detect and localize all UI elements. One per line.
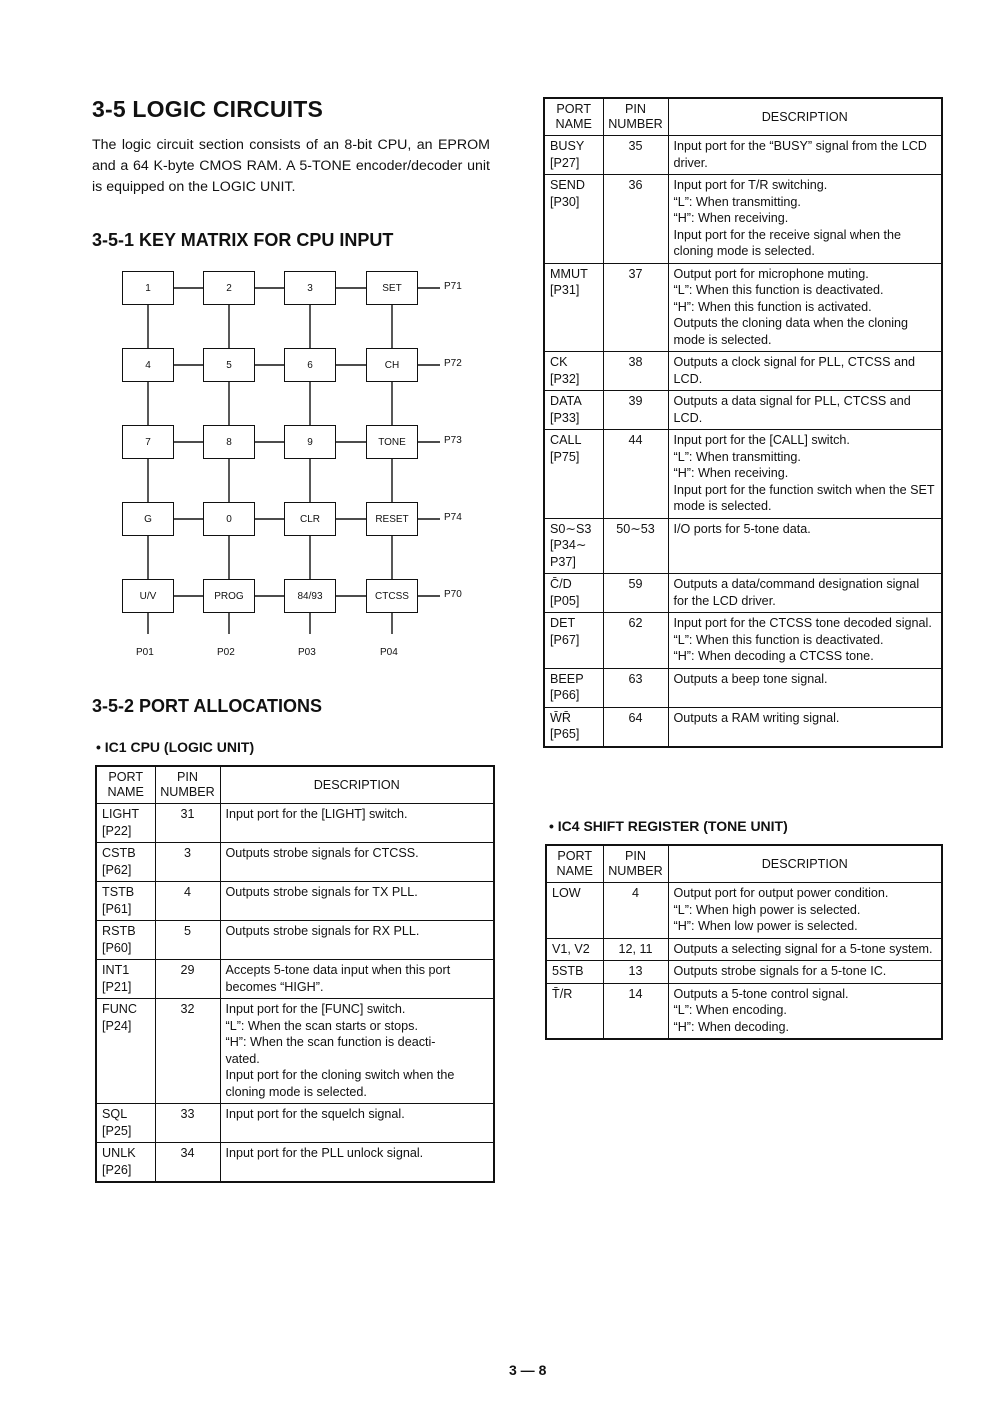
port-name-cell: CALL [P75]	[544, 430, 603, 519]
pin-number-cell: 3	[155, 843, 220, 882]
row-port-label: P73	[444, 435, 462, 446]
column-port-label: P02	[217, 647, 235, 658]
table-row	[96, 999, 494, 1104]
row-port-label: P74	[444, 512, 462, 523]
header-pin-number: PIN NUMBER	[603, 845, 668, 883]
port-name-cell: CSTB [P62]	[96, 843, 155, 882]
key-matrix-title: 3-5-1 KEY MATRIX FOR CPU INPUT	[92, 230, 394, 250]
key-box: 1	[122, 271, 174, 305]
description-cell: Accepts 5-tone data input when this port becomes “HIGH”.	[220, 960, 494, 999]
key-box: 2	[203, 271, 255, 305]
description-cell: Input port for the “BUSY” signal from the LCD driver.	[668, 136, 942, 175]
description-cell: Outputs a RAM writing signal.	[668, 707, 942, 747]
pin-number-cell: 12, 11	[603, 938, 668, 961]
ic1-port-table-right	[543, 97, 943, 748]
pin-number-cell: 59	[603, 574, 668, 613]
header-port-name: PORT NAME	[546, 845, 603, 883]
key-box: G	[122, 502, 174, 536]
row-port-label: P71	[444, 281, 462, 292]
port-name-cell: CK [P32]	[544, 352, 603, 391]
column-port-label: P01	[136, 647, 154, 658]
pin-number-cell: 50∼53	[603, 518, 668, 574]
port-name-cell: UNLK [P26]	[96, 1143, 155, 1183]
header-description: DESCRIPTION	[668, 845, 942, 883]
description-cell: Output port for output power condition. “L”: When high power is selected. “H”: When low power is selected.	[668, 883, 942, 939]
description-cell: Input port for the PLL unlock signal.	[220, 1143, 494, 1183]
pin-number-cell: 31	[155, 804, 220, 843]
ic4-port-table	[545, 844, 943, 1040]
key-box: SET	[366, 271, 418, 305]
table-row	[96, 960, 494, 999]
pin-number-cell: 32	[155, 999, 220, 1104]
port-name-cell: LOW	[546, 883, 603, 939]
key-box: TONE	[366, 425, 418, 459]
header-description: DESCRIPTION	[220, 766, 494, 804]
port-name-cell: S0∼S3 [P34∼ P37]	[544, 518, 603, 574]
description-cell: Outputs strobe signals for TX PLL.	[220, 882, 494, 921]
description-cell: I/O ports for 5-tone data.	[668, 518, 942, 574]
port-name-cell: W̄R̄ [P65]	[544, 707, 603, 747]
header-pin-number: PIN NUMBER	[603, 98, 668, 136]
table-row	[544, 518, 942, 574]
key-box: 5	[203, 348, 255, 382]
pin-number-cell: 29	[155, 960, 220, 999]
description-cell: Input port for the [LIGHT] switch.	[220, 804, 494, 843]
section-intro: The logic circuit section consists of an 8-bit CPU, an EPROM and a 64 K-byte CMOS RAM. A 5-TONE encoder/decoder unit is equipped on the LOGIC UNIT.	[92, 137, 490, 195]
key-box: RESET	[366, 502, 418, 536]
description-cell: Input port for the CTCSS tone decoded signal. “L”: When this function is deactivated. “H”: When decoding a CTCSS tone.	[668, 613, 942, 669]
port-name-cell: INT1 [P21]	[96, 960, 155, 999]
table-header	[546, 845, 942, 883]
description-cell: Input port for the squelch signal.	[220, 1104, 494, 1143]
description-cell: Outputs a selecting signal for a 5-tone system.	[668, 938, 942, 961]
ic4-title: • IC4 SHIFT REGISTER (TONE UNIT)	[549, 818, 788, 834]
description-cell: Output port for microphone muting. “L”: When this function is deactivated. “H”: When this function is activated. Outputs the cloning data when the cloning mode is selected.	[668, 263, 942, 352]
ic1-port-table-left	[95, 765, 495, 1183]
pin-number-cell: 37	[603, 263, 668, 352]
port-name-cell: C̄/D [P05]	[544, 574, 603, 613]
table-row	[546, 883, 942, 939]
description-cell: Outputs a data signal for PLL, CTCSS and LCD.	[668, 391, 942, 430]
key-box: CH	[366, 348, 418, 382]
key-box: 0	[203, 502, 255, 536]
port-name-cell: FUNC [P24]	[96, 999, 155, 1104]
table-row	[544, 352, 942, 391]
column-port-label: P03	[298, 647, 316, 658]
column-port-label: P04	[380, 647, 398, 658]
table-row	[546, 938, 942, 961]
table-row	[546, 983, 942, 1039]
port-name-cell: SEND [P30]	[544, 175, 603, 264]
pin-number-cell: 34	[155, 1143, 220, 1183]
pin-number-cell: 64	[603, 707, 668, 747]
table-row	[544, 136, 942, 175]
key-box: U/V	[122, 579, 174, 613]
port-name-cell: LIGHT [P22]	[96, 804, 155, 843]
key-box: 84/93	[284, 579, 336, 613]
table-row	[544, 175, 942, 264]
port-name-cell: BEEP [P66]	[544, 668, 603, 707]
port-name-cell: DET [P67]	[544, 613, 603, 669]
row-port-label: P72	[444, 358, 462, 369]
key-box: 4	[122, 348, 174, 382]
port-name-cell: 5STB	[546, 961, 603, 984]
pin-number-cell: 36	[603, 175, 668, 264]
port-name-cell: T̄/R	[546, 983, 603, 1039]
ic1-title: • IC1 CPU (LOGIC UNIT)	[96, 739, 255, 755]
header-pin-number: PIN NUMBER	[155, 766, 220, 804]
table-row	[96, 804, 494, 843]
table-row	[544, 668, 942, 707]
table-header	[544, 98, 942, 136]
description-cell: Input port for the [CALL] switch. “L”: When transmitting. “H”: When receiving. Input port for the function switch when the SET mode is selected.	[668, 430, 942, 519]
page-number: 3 — 8	[509, 1362, 547, 1378]
key-box: CLR	[284, 502, 336, 536]
port-name-cell: BUSY [P27]	[544, 136, 603, 175]
table-row	[546, 961, 942, 984]
description-cell: Outputs a beep tone signal.	[668, 668, 942, 707]
description-cell: Input port for T/R switching. “L”: When transmitting. “H”: When receiving. Input port for the receive signal when the cloning mode is selected.	[668, 175, 942, 264]
table-header	[96, 766, 494, 804]
pin-number-cell: 4	[603, 883, 668, 939]
port-name-cell: RSTB [P60]	[96, 921, 155, 960]
key-box: 8	[203, 425, 255, 459]
key-box: CTCSS	[366, 579, 418, 613]
key-box: 6	[284, 348, 336, 382]
pin-number-cell: 13	[603, 961, 668, 984]
pin-number-cell: 33	[155, 1104, 220, 1143]
description-cell: Outputs strobe signals for RX PLL.	[220, 921, 494, 960]
pin-number-cell: 14	[603, 983, 668, 1039]
pin-number-cell: 44	[603, 430, 668, 519]
pin-number-cell: 4	[155, 882, 220, 921]
row-port-label: P70	[444, 589, 462, 600]
pin-number-cell: 62	[603, 613, 668, 669]
table-row	[96, 882, 494, 921]
table-row	[544, 574, 942, 613]
table-row	[96, 921, 494, 960]
key-box: PROG	[203, 579, 255, 613]
table-row	[544, 707, 942, 747]
port-name-cell: TSTB [P61]	[96, 882, 155, 921]
pin-number-cell: 63	[603, 668, 668, 707]
header-port-name: PORT NAME	[96, 766, 155, 804]
pin-number-cell: 5	[155, 921, 220, 960]
port-allocations-title: 3-5-2 PORT ALLOCATIONS	[92, 696, 323, 716]
port-name-cell: SQL [P25]	[96, 1104, 155, 1143]
key-box: 3	[284, 271, 336, 305]
key-box: 9	[284, 425, 336, 459]
description-cell: Outputs a 5-tone control signal. “L”: When encoding. “H”: When decoding.	[668, 983, 942, 1039]
port-name-cell: DATA [P33]	[544, 391, 603, 430]
table-row	[544, 430, 942, 519]
port-name-cell: MMUT [P31]	[544, 263, 603, 352]
header-port-name: PORT NAME	[544, 98, 603, 136]
table-row	[544, 263, 942, 352]
description-cell: Outputs strobe signals for CTCSS.	[220, 843, 494, 882]
table-row	[96, 843, 494, 882]
table-row	[544, 391, 942, 430]
pin-number-cell: 38	[603, 352, 668, 391]
section-title: 3-5 LOGIC CIRCUITS	[92, 96, 324, 122]
description-cell: Input port for the [FUNC] switch. “L”: When the scan starts or stops. “H”: When the scan function is deacti- vated. Input port for the cloning switch when the cloning mode is selected.	[220, 999, 494, 1104]
pin-number-cell: 39	[603, 391, 668, 430]
port-name-cell: V1, V2	[546, 938, 603, 961]
pin-number-cell: 35	[603, 136, 668, 175]
description-cell: Outputs strobe signals for a 5-tone IC.	[668, 961, 942, 984]
description-cell: Outputs a data/command designation signal for the LCD driver.	[668, 574, 942, 613]
table-row	[96, 1104, 494, 1143]
description-cell: Outputs a clock signal for PLL, CTCSS and LCD.	[668, 352, 942, 391]
key-box: 7	[122, 425, 174, 459]
table-row	[544, 613, 942, 669]
table-row	[96, 1143, 494, 1183]
header-description: DESCRIPTION	[668, 98, 942, 136]
